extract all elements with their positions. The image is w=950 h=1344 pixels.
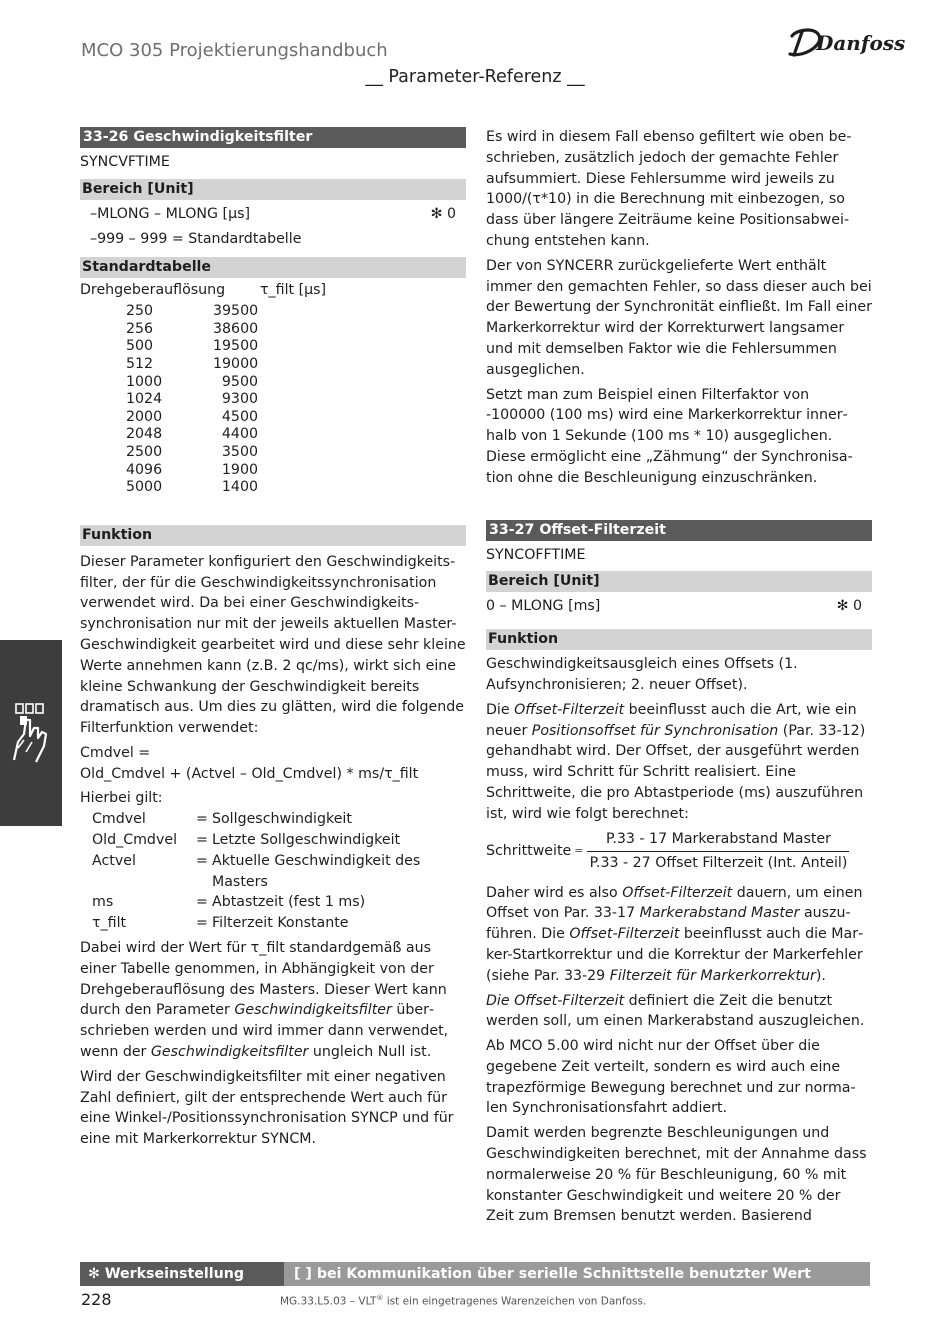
std-table-row	[80, 409, 466, 427]
range-row-2	[486, 596, 872, 617]
std-cell-resolution: 5000	[126, 479, 163, 496]
std-cell-resolution: 1000	[126, 373, 163, 390]
param-33-26-title: 33-26 Geschwindigkeitsfilter	[80, 127, 466, 148]
formula-numerator: P.33 - 17 Markerabstand Master	[587, 829, 849, 852]
definition-term: τ_filt	[92, 915, 127, 932]
definition-eq: =	[196, 852, 208, 869]
range-heading-2: Bereich [Unit]	[486, 571, 872, 592]
std-col-filt: τ_filt [µs]	[260, 282, 327, 299]
definition-desc: Sollgeschwindigkeit	[212, 811, 352, 828]
step-formula	[486, 825, 872, 879]
page-number: 228	[81, 1290, 112, 1309]
std-cell-filt: 1400	[221, 479, 258, 496]
definition-term: Actvel	[92, 852, 136, 869]
param-code: SYNCVFTIME	[80, 154, 170, 170]
tau-filt-paragraph: Dabei wird der Wert für τ_filt standardgemäß aus einer Tabelle genommen, in Abhängigkeit von der Drehgeberauflösung des Masters. Dieser Wert kann durch den Parameter Geschwindigkeitsfilter überschrieben werden und wird immer dann verwendet, wenn der Geschwindigkeitsfilter ungleich Null ist.	[80, 940, 449, 1061]
std-cell-resolution: 2500	[126, 443, 163, 460]
function-paragraph-2c: Daher wird es also Offset-Filterzeit dauern, um einen Offset von Par. 33-17 Markerabstand Master auszuführen. Die Offset-Filterzeit beeinflusst auch die Marker-Startkorrektur und die Korrektur der Markerfehler (siehe Par. 33-29 Filterzeit für Markerkorrektur).	[486, 884, 864, 984]
definitions-list	[80, 809, 466, 934]
left-column	[80, 127, 466, 1150]
definitions-intro: Hierbei gilt:	[80, 790, 163, 807]
std-table-row	[80, 356, 466, 374]
std-cell-filt: 38600	[213, 320, 259, 337]
std-col-resolution: Drehgeberauflösung	[80, 282, 226, 299]
definition-desc: Aktuelle Geschwindigkeit des Masters	[212, 852, 421, 890]
std-table-row	[80, 479, 466, 497]
range-note: –999 – 999 = Standardtabelle	[90, 230, 302, 247]
function-heading-2: Funktion	[486, 629, 872, 650]
section-title: __ Parameter-Referenz __	[365, 67, 585, 87]
std-cell-filt: 9300	[221, 391, 258, 408]
right-paragraph-2: Der von SYNCERR zurückgelieferte Wert enthält immer den gemachten Fehler, so dass dieser auch bei der Bewertung der Synchronität einfließt. Im Fall einer Markerkorrektur wird der Korrekturwert langsamer und mit demselben Faktor wie die Fehlersummen ausgeglichen.	[486, 257, 872, 378]
std-cell-resolution: 2000	[126, 408, 163, 425]
definition-eq: =	[196, 894, 208, 911]
serial-comm-label: [ ] bei Kommunikation über serielle Schnittstelle benutzter Wert	[294, 1266, 811, 1282]
formula-fraction	[587, 829, 849, 874]
definition-eq: =	[196, 915, 208, 932]
std-table-row	[80, 426, 466, 444]
range-row	[80, 204, 466, 225]
function-heading: Funktion	[80, 525, 466, 546]
function-paragraph-2e: Ab MCO 5.00 wird nicht nur der Offset über die gegebene Zeit verteilt, sondern es wird auch eine trapezförmige Bewegung berechnet und zur normalen Synchronisationsfahrt addiert.	[486, 1038, 856, 1117]
formula-line-2: Old_Cmdvel + (Actvel – Old_Cmdvel) * ms/τ_filt	[80, 765, 419, 782]
std-cell-resolution: 250	[126, 303, 154, 320]
std-table-heading: Standardtabelle	[80, 257, 466, 278]
right-column	[486, 127, 872, 1227]
range-value-2: 0 – MLONG [ms]	[486, 598, 601, 615]
definition-desc: Letzte Sollgeschwindigkeit	[212, 832, 401, 849]
std-cell-filt: 1900	[221, 461, 258, 478]
default-value: ✻ 0	[430, 205, 456, 222]
std-table-row	[80, 444, 466, 462]
factory-setting-label: ✻ Werkseinstellung	[80, 1262, 284, 1286]
std-cell-filt: 19000	[213, 355, 259, 372]
std-cell-filt: 3500	[221, 443, 258, 460]
default-value-2: ✻ 0	[836, 598, 862, 615]
std-cell-resolution: 512	[126, 355, 154, 372]
function-paragraph-2b: Die Offset-Filterzeit beeinflusst auch die Art, wie ein neuer Positionsoffset für Synchronisation (Par. 33-12) gehandhabt wird. Der Offset, der ausgeführt werden muss, wird Schritt für Schritt realisiert. Eine Schrittweite, die pro Abtastperiode (ms) auszuführen ist, wird wie folgt berechnet:	[486, 701, 866, 822]
definition-eq: =	[196, 832, 208, 849]
hand-pointer-icon	[6, 698, 56, 768]
document-title: MCO 305 Projektierungshandbuch	[81, 40, 388, 61]
std-cell-resolution: 2048	[126, 426, 163, 443]
side-tab	[0, 640, 62, 826]
definition-eq: =	[196, 811, 208, 828]
std-cell-filt: 4500	[221, 408, 258, 425]
std-table-row	[80, 303, 466, 321]
definition-term: Old_Cmdvel	[92, 832, 178, 849]
logo-text: Danfoss	[816, 31, 906, 55]
function-paragraph-2a: Geschwindigkeitsausgleich eines Offsets (1. Aufsynchronisieren; 2. neuer Offset).	[486, 656, 798, 693]
std-table-body	[80, 303, 466, 497]
std-table-header	[80, 280, 466, 301]
std-cell-resolution: 256	[126, 320, 154, 337]
std-table-row	[80, 338, 466, 356]
std-cell-resolution: 1024	[126, 391, 163, 408]
range-value: –MLONG – MLONG [µs]	[90, 205, 251, 222]
right-paragraph-1: Es wird in diesem Fall ebenso gefiltert wie oben beschrieben, zusätzlich jedoch der gemachte Fehler aufsummiert. Diese Fehlersumme wird jeweils zu 1000/(τ*10) in die Berechnung mit einbezogen, so dass über längere Zeiträume keine Positionsabweichung entstehen kann.	[486, 129, 852, 249]
right-paragraph-3: Setzt man zum Beispiel einen Filterfaktor von -100000 (100 ms) wird eine Markerkorrektur innerhalb von 1 Sekunde (100 ms * 10) ausgeglichen. Diese ermöglicht eine „Zähmung“ der Synchronisation ohne die Beschleunigung einzuschränken.	[486, 386, 853, 486]
definition-desc: Abtastzeit (fest 1 ms)	[212, 894, 366, 911]
range-heading: Bereich [Unit]	[80, 179, 466, 200]
definition-desc: Filterzeit Konstante	[212, 915, 349, 932]
footer-legend-bar	[80, 1262, 870, 1286]
std-cell-resolution: 4096	[126, 461, 163, 478]
std-table-row	[80, 462, 466, 480]
formula-equals: =	[574, 844, 584, 858]
param-33-27-title: 33-27 Offset-Filterzeit	[486, 520, 872, 541]
param-code-2: SYNCOFFTIME	[486, 546, 586, 563]
negative-filter-paragraph: Wird der Geschwindigkeitsfilter mit einer negativen Zahl definiert, gilt der entsprechende Wert auch für eine Winkel-/Positionssynchronisation SYNCP und für eine mit Markerkorrektur SYNCM.	[80, 1068, 454, 1148]
function-paragraph-2f: Damit werden begrenzte Beschleunigungen und Geschwindigkeiten berechnet, mit der Annahme dass normalerweise 20 % für Beschleunigung, 60 % mit konstanter Geschwindigkeit und weitere 20 % der Zeit zum Bremsen benutzt werden. Basierend	[486, 1125, 867, 1225]
formula-line-1: Cmdvel =	[80, 744, 151, 761]
function-paragraph-2d: Die Offset-Filterzeit definiert die Zeit die benutzt werden soll, um einen Markerabstand auszugleichen.	[486, 992, 865, 1030]
std-table-row	[80, 321, 466, 339]
formula-lhs: Schrittweite	[486, 843, 572, 860]
std-cell-filt: 19500	[213, 338, 259, 355]
std-cell-resolution: 500	[126, 338, 154, 355]
danfoss-logo	[786, 24, 906, 64]
copyright-note: MG.33.L5.03 – VLT® ist ein eingetragenes Warenzeichen von Danfoss.	[280, 1294, 647, 1308]
function-paragraph: Dieser Parameter konfiguriert den Geschwindigkeitsfilter, der für die Geschwindigkeitssynchronisation verwendet wird. Da bei einer Geschwindigkeitssynchronisation nur mit der jeweils aktuellen Master-Geschwindigkeit gearbeitet wird und diese sehr kleine Werte annehmen kann (z.B. 2 qc/ms), wirkt sich eine kleine Schwankung der Geschwindigkeit bereits dramatisch aus. Um dies zu glätten, wird die folgende Filterfunktion verwendet:	[80, 553, 466, 737]
std-cell-filt: 39500	[213, 303, 259, 320]
std-cell-filt: 9500	[221, 373, 258, 390]
std-table-row	[80, 374, 466, 392]
formula-denominator: P.33 - 27 Offset Filterzeit (Int. Anteil)	[589, 855, 848, 872]
std-cell-filt: 4400	[221, 426, 258, 443]
definition-term: ms	[92, 894, 114, 911]
std-table-row	[80, 391, 466, 409]
definition-term: Cmdvel	[92, 811, 146, 828]
